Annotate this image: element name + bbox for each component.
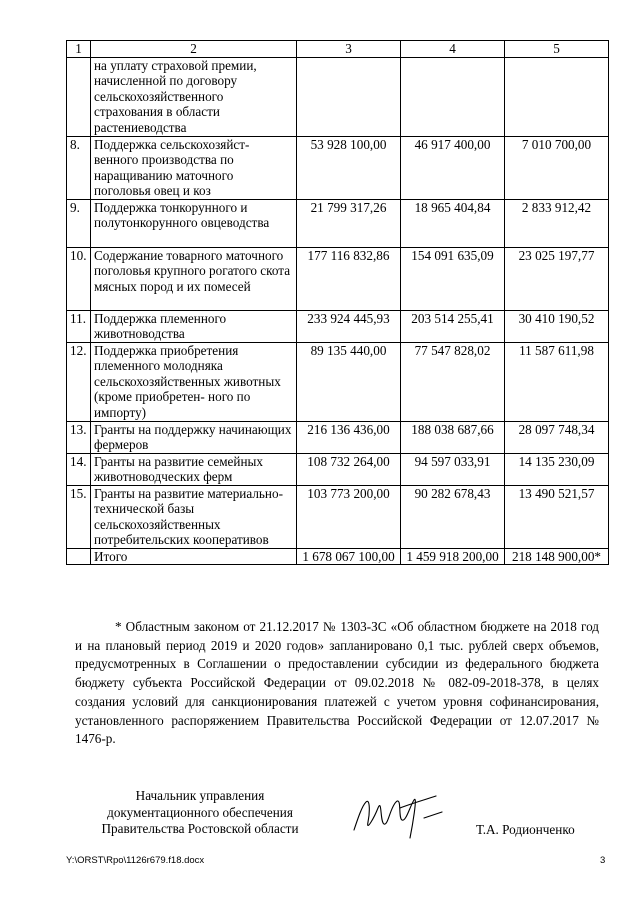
row-col5: 23 025 197,77 [505, 247, 609, 310]
footnote: * Областным законом от 21.12.2017 № 1303-ЗС «Об областном бюджете на 2018 год и на плановый период 2019 и 2020 годов» запланировано 0,1 тыс. рублей сверх объемов, предусмотренных в Соглашении о предоставлении субсидии из федерального бюджета бюджету субъекта Российской Федерации от 09.02.2018 № 082-09-2018-378, в целях создания условий для санкционирования платежей с учетом уровня софинансирования, установленного распоряжением Правительства Российской Федерации от 12.07.2017 № 1476-р. [75, 619, 599, 747]
row-number [67, 548, 91, 565]
row-col4: 154 091 635,09 [401, 247, 505, 310]
row-col5: 7 010 700,00 [505, 136, 609, 199]
row-number: 10. [67, 247, 91, 310]
header-cell: 2 [91, 41, 297, 58]
position-line: документационного обеспечения [107, 804, 293, 820]
table-row [67, 247, 609, 310]
row-col3: 233 924 445,93 [297, 310, 401, 342]
file-path: Y:\ORST\Rpo\1126r679.f18.docx [66, 855, 205, 866]
row-name: Поддержка приобретения племенного молодняка сельскохозяйственных животных (кроме приобретен- ного по импорту) [91, 342, 297, 421]
row-col4: 188 038 687,66 [401, 421, 505, 453]
position-line: Правительства Ростовской области [101, 821, 299, 836]
row-col4: 77 547 828,02 [401, 342, 505, 421]
row-col3: 103 773 200,00 [297, 485, 401, 548]
table-row [67, 136, 609, 199]
row-name: Гранты на развитие материально-технической базы сельскохозяйственных потребительских кооперативов [91, 485, 297, 548]
row-col3: 216 136 436,00 [297, 421, 401, 453]
row-col5: 13 490 521,57 [505, 485, 609, 548]
row-number: 14. [67, 453, 91, 485]
table-header-row [67, 41, 609, 58]
row-col4: 203 514 255,41 [401, 310, 505, 342]
row-col3: 21 799 317,26 [297, 199, 401, 247]
row-col4: 94 597 033,91 [401, 453, 505, 485]
table-row [67, 421, 609, 453]
row-number: 8. [67, 136, 91, 199]
row-col3: 53 928 100,00 [297, 136, 401, 199]
total-col5: 218 148 900,00* [505, 548, 609, 565]
row-col5: 30 410 190,52 [505, 310, 609, 342]
table-row [67, 485, 609, 548]
total-col4: 1 459 918 200,00 [401, 548, 505, 565]
header-cell: 5 [505, 41, 609, 58]
header-cell: 1 [67, 41, 91, 58]
signatory-name: Т.А. Родионченко [476, 822, 575, 837]
handwritten-signature [340, 778, 450, 848]
row-number: 11. [67, 310, 91, 342]
row-col4: 18 965 404,84 [401, 199, 505, 247]
table-row [67, 310, 609, 342]
row-name: Гранты на развитие семейных животноводческих ферм [91, 453, 297, 485]
row-name: Гранты на поддержку начинающих фермеров [91, 421, 297, 453]
table-row [67, 453, 609, 485]
row-number: 9. [67, 199, 91, 247]
signatory-position [70, 788, 330, 838]
table-row [67, 199, 609, 247]
row-name: на уплату страховой премии, начисленной по договору сельскохозяйственного страхования в области растениеводства [91, 57, 297, 136]
row-number: 15. [67, 485, 91, 548]
row-col5: 14 135 230,09 [505, 453, 609, 485]
page-number: 3 [600, 855, 606, 866]
row-col4: 90 282 678,43 [401, 485, 505, 548]
row-name: Поддержка сельскохозяйст- венного производства по наращиванию маточного поголовья овец и коз [91, 136, 297, 199]
row-col3: 177 116 832,86 [297, 247, 401, 310]
row-col4 [401, 57, 505, 136]
row-col5 [505, 57, 609, 136]
row-name: Содержание товарного маточного поголовья крупного рогатого скота мясных пород и их помесей [91, 247, 297, 310]
row-col4: 46 917 400,00 [401, 136, 505, 199]
row-number: 13. [67, 421, 91, 453]
total-col3: 1 678 067 100,00 [297, 548, 401, 565]
position-line: Начальник управления [135, 788, 265, 803]
row-number [67, 57, 91, 136]
table-row [67, 342, 609, 421]
row-name: Поддержка племенного животноводства [91, 310, 297, 342]
row-number: 12. [67, 342, 91, 421]
row-col3 [297, 57, 401, 136]
header-cell: 3 [297, 41, 401, 58]
row-name: Поддержка тонкорунного и полутонкорунного овцеводства [91, 199, 297, 247]
row-col3: 108 732 264,00 [297, 453, 401, 485]
row-col5: 2 833 912,42 [505, 199, 609, 247]
row-col5: 28 097 748,34 [505, 421, 609, 453]
total-label: Итого [91, 548, 297, 565]
table-total-row [67, 548, 609, 565]
budget-table [66, 40, 609, 565]
header-cell: 4 [401, 41, 505, 58]
table-row [67, 57, 609, 136]
row-col5: 11 587 611,98 [505, 342, 609, 421]
row-col3: 89 135 440,00 [297, 342, 401, 421]
